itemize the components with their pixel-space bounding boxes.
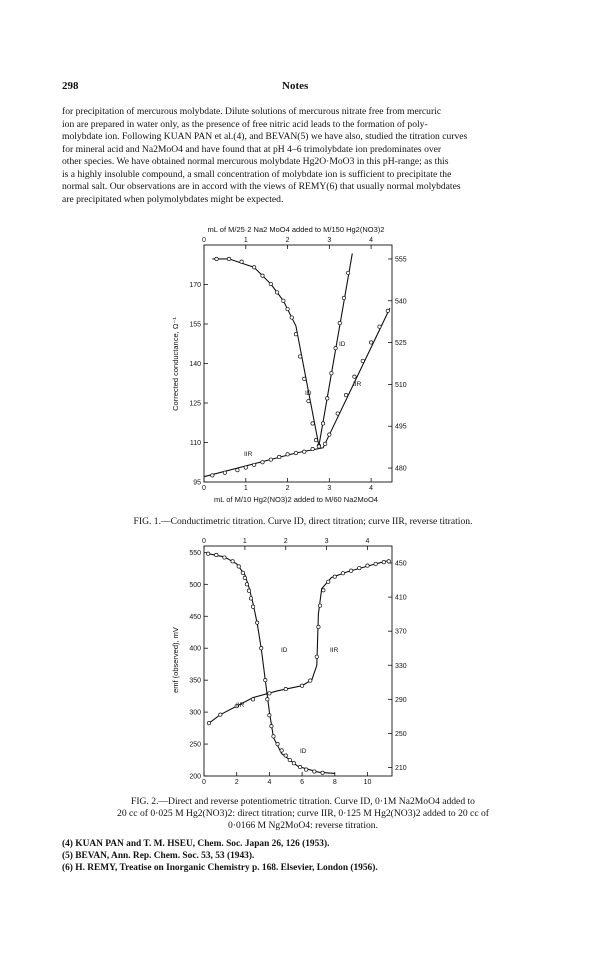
series-label: ID (300, 748, 307, 755)
data-point-id (231, 560, 234, 563)
paragraph-line-5: other species. We have obtained normal mercurous molybdate Hg2O·MoO3 in this pH-range; as this (62, 156, 449, 167)
y-tick-label: 140 (189, 361, 201, 368)
data-point-id (280, 749, 283, 752)
data-point-id (284, 754, 287, 757)
y2-tick-label: 555 (395, 256, 407, 264)
paragraph-line-1: for precipitation of mercurous molybdate. Dilute solutions of mercurous nitrate free from mercuric (62, 106, 442, 117)
data-point-id (227, 257, 230, 260)
data-point-iir (349, 569, 352, 572)
x-tick-label: 2 (234, 779, 239, 786)
data-point-iir (369, 341, 372, 344)
y2-tick-label: 250 (395, 730, 407, 738)
data-point-iir (336, 412, 339, 415)
data-point-iir (315, 655, 318, 658)
x-tick-label: 2 (285, 485, 290, 492)
data-point-iir (309, 679, 312, 682)
left-axis-title: Corrected conductance, Ω⁻¹ (171, 317, 180, 411)
x-tick-label: 8 (332, 779, 337, 786)
y2-tick-label: 525 (395, 340, 407, 348)
left-axis-title: emf (observed), mV (171, 627, 180, 693)
data-point-iir (327, 580, 330, 583)
x-tick-label: 4 (369, 485, 374, 492)
y2-tick-label: 290 (395, 696, 407, 704)
y2-tick-label: 410 (395, 594, 407, 602)
data-point-iir (261, 461, 264, 464)
series-label: ID (305, 390, 312, 397)
data-point-iir (341, 572, 344, 575)
paragraph-line-8: are precipitated when polymolybdates might be expected. (62, 193, 284, 205)
data-point-id (268, 714, 271, 717)
data-point-id (326, 397, 329, 400)
x2-tick-label: 3 (327, 237, 332, 244)
paragraph-line-7: normal salt. Our observations are in accord with the views of REMY(6) that usually normal molybdates (62, 181, 461, 192)
series-line-iir (209, 561, 389, 724)
data-point-iir (311, 447, 314, 450)
data-point-iir (358, 566, 361, 569)
data-point-id (298, 765, 301, 768)
paragraph-line-2: ion are prepared in water only, as the presence of free nitric acid leads to the formation of poly- (62, 118, 428, 130)
x-tick-label: 10 (363, 779, 372, 786)
figure-2-caption-line-1: FIG. 2.—Direct and reverse potentiometric titration. Curve ID, 0·1M Na2MoO4 added to (131, 796, 475, 807)
data-point-id (313, 770, 316, 773)
series-label: IIR (353, 381, 362, 388)
y2-tick-label: 330 (395, 662, 407, 670)
y2-tick-label: 540 (395, 298, 407, 306)
data-point-id (342, 296, 345, 299)
bottom-axis-title: mL of M/10 Hg2(NO3)2 added to M/60 Na2MoO4 (214, 495, 378, 504)
series-label: ID (281, 647, 288, 654)
reference-5: (5) BEVAN, Ann. Rep. Chem. Soc. 53, 53 (1943). (62, 851, 255, 862)
data-point-id (286, 307, 289, 310)
page-number: 298 (62, 80, 79, 92)
data-point-iir (219, 713, 222, 716)
data-point-id (334, 346, 337, 349)
y-tick-label: 110 (189, 440, 201, 447)
series-label: IIR (330, 647, 339, 654)
data-point-iir (353, 375, 356, 378)
data-point-id (237, 565, 240, 568)
y-tick-label: 125 (189, 400, 201, 408)
data-point-iir (284, 687, 287, 690)
y2-tick-label: 495 (395, 423, 407, 431)
data-point-iir (387, 560, 390, 563)
data-point-iir (252, 463, 255, 466)
y-tick-label: 200 (189, 773, 201, 781)
data-point-iir (223, 471, 226, 474)
x-tick-label: 0 (202, 485, 206, 492)
data-point-id (338, 321, 341, 324)
data-point-id (292, 762, 295, 765)
y-tick-label: 170 (189, 282, 201, 289)
data-point-id (298, 355, 301, 358)
data-point-iir (361, 359, 364, 362)
x2-tick-label: 0 (202, 237, 206, 244)
data-point-id (282, 299, 285, 302)
data-point-iir (328, 433, 331, 436)
x2-tick-label: 1 (242, 538, 247, 545)
paragraph-line-3: molybdate ion. Following KUAN PAN et al.(4), and BEVAN(5) we have also, studied the titration curves (62, 131, 468, 142)
data-point-id (290, 316, 293, 319)
data-point-id (241, 571, 244, 574)
y-tick-label: 250 (189, 741, 201, 749)
x2-tick-label: 4 (369, 237, 374, 244)
y-tick-label: 400 (189, 645, 201, 653)
data-point-id (276, 742, 279, 745)
data-point-iir (366, 564, 369, 567)
paragraph-line-4: for mineral acid and Na2MoO4 and have found that at pH 4–6 trimolybdate ion predominates over (62, 143, 442, 155)
data-point-iir (269, 458, 272, 461)
data-point-id (261, 274, 264, 277)
data-point-id (251, 605, 254, 608)
data-point-iir (322, 589, 325, 592)
data-point-id (252, 266, 255, 269)
references (62, 838, 544, 875)
data-point-id (270, 724, 273, 727)
data-point-id (266, 698, 269, 701)
data-point-iir (211, 474, 214, 477)
data-point-id (294, 333, 297, 336)
data-point-iir (207, 721, 210, 724)
y-tick-label: 155 (189, 321, 201, 329)
x-tick-label: 6 (300, 779, 305, 786)
data-point-id (240, 260, 243, 263)
data-point-iir (303, 450, 306, 453)
figure-1-caption: FIG. 1.—Conductimetric titration. Curve ID, direct titration; curve IIR, reverse titration. (133, 516, 473, 527)
data-point-iir (378, 325, 381, 328)
data-point-iir (268, 692, 271, 695)
y-tick-label: 450 (189, 613, 201, 621)
x-tick-label: 4 (267, 779, 272, 786)
data-point-id (304, 768, 307, 771)
data-point-id (264, 678, 267, 681)
data-point-id (260, 647, 263, 650)
figure-2-potentiometric-chart (171, 538, 407, 786)
x2-tick-label: 1 (243, 237, 248, 244)
data-point-iir (323, 442, 326, 445)
data-point-id (321, 422, 324, 425)
data-point-iir (382, 560, 385, 563)
data-point-iir (251, 698, 254, 701)
data-point-iir (386, 309, 389, 312)
data-point-iir (244, 466, 247, 469)
reference-4: (4) KUAN PAN and T. M. HSEU, Chem. Soc. Japan 26, 126 (1953). (62, 839, 330, 849)
data-point-id (303, 377, 306, 380)
data-point-id (243, 576, 246, 579)
data-point-id (330, 372, 333, 375)
y2-tick-label: 370 (395, 628, 407, 636)
figure-2-caption-line-2: 20 cc of 0·025 M Hg2(NO3)2: direct titration; curve IIR, 0·125 M Hg2(NO3)2 added to 20 cc of (117, 808, 489, 819)
data-point-id (346, 271, 349, 274)
figure-1-conductimetric-chart (171, 225, 407, 504)
x-tick-label: 0 (202, 779, 206, 786)
data-point-iir (278, 455, 281, 458)
data-point-id (275, 291, 278, 294)
top-axis-title: mL of M/25·2 Na2 MoO4 added to M/150 Hg2(NO3)2 (207, 225, 385, 234)
data-point-id (321, 771, 324, 774)
x2-tick-label: 3 (324, 538, 329, 545)
y2-tick-label: 210 (395, 764, 407, 772)
figure-2-caption (62, 796, 544, 832)
data-point-id (307, 399, 310, 402)
data-point-iir (294, 451, 297, 454)
x2-tick-label: 0 (202, 538, 206, 545)
data-point-iir (317, 445, 320, 448)
y2-tick-label: 480 (395, 465, 407, 473)
data-point-id (311, 422, 314, 425)
x2-tick-label: 4 (365, 538, 370, 545)
data-point-id (223, 556, 226, 559)
data-point-iir (300, 684, 303, 687)
y2-tick-label: 450 (395, 560, 407, 568)
data-point-iir (344, 393, 347, 396)
data-point-id (255, 621, 258, 624)
data-point-iir (286, 453, 289, 456)
data-point-id (215, 257, 218, 260)
data-point-id (314, 438, 317, 441)
data-point-id (245, 583, 248, 586)
figure-2-caption-line-3: 0·0166 M Ng2MoO4: reverse titration. (227, 820, 378, 831)
data-point-id (215, 553, 218, 556)
data-point-id (288, 758, 291, 761)
y-tick-label: 550 (189, 549, 201, 557)
running-head: Notes (282, 80, 309, 92)
data-point-iir (317, 625, 320, 628)
series-line-id (212, 253, 352, 445)
series-label: IIR (244, 451, 253, 458)
data-point-id (247, 589, 250, 592)
series-label: ID (339, 341, 346, 348)
y-tick-label: 300 (189, 709, 201, 717)
data-point-iir (318, 604, 321, 607)
x-tick-label: 3 (327, 485, 332, 492)
y2-tick-label: 510 (395, 381, 407, 389)
data-point-id (206, 552, 209, 555)
x-tick-label: 1 (243, 485, 248, 492)
series-label: IIR (236, 702, 245, 709)
series-line-id (208, 554, 335, 774)
data-point-iir (236, 468, 239, 471)
data-point-iir (333, 575, 336, 578)
data-point-id (272, 735, 275, 738)
x2-tick-label: 2 (283, 538, 288, 545)
paragraph-line-6: is a highly insoluble compound, a small concentration of molybdate ion is sufficient to precipitate the (62, 168, 452, 180)
y-tick-label: 350 (189, 677, 201, 685)
plot-frame (204, 546, 392, 776)
y-tick-label: 95 (193, 479, 201, 487)
reference-6: (6) H. REMY, Treatise on Inorganic Chemistry p. 168. Elsevier, London (1956). (62, 863, 378, 874)
y-tick-label: 500 (189, 581, 201, 589)
x2-tick-label: 2 (285, 237, 290, 244)
data-point-id (269, 282, 272, 285)
data-point-id (249, 597, 252, 600)
data-point-iir (374, 562, 377, 565)
